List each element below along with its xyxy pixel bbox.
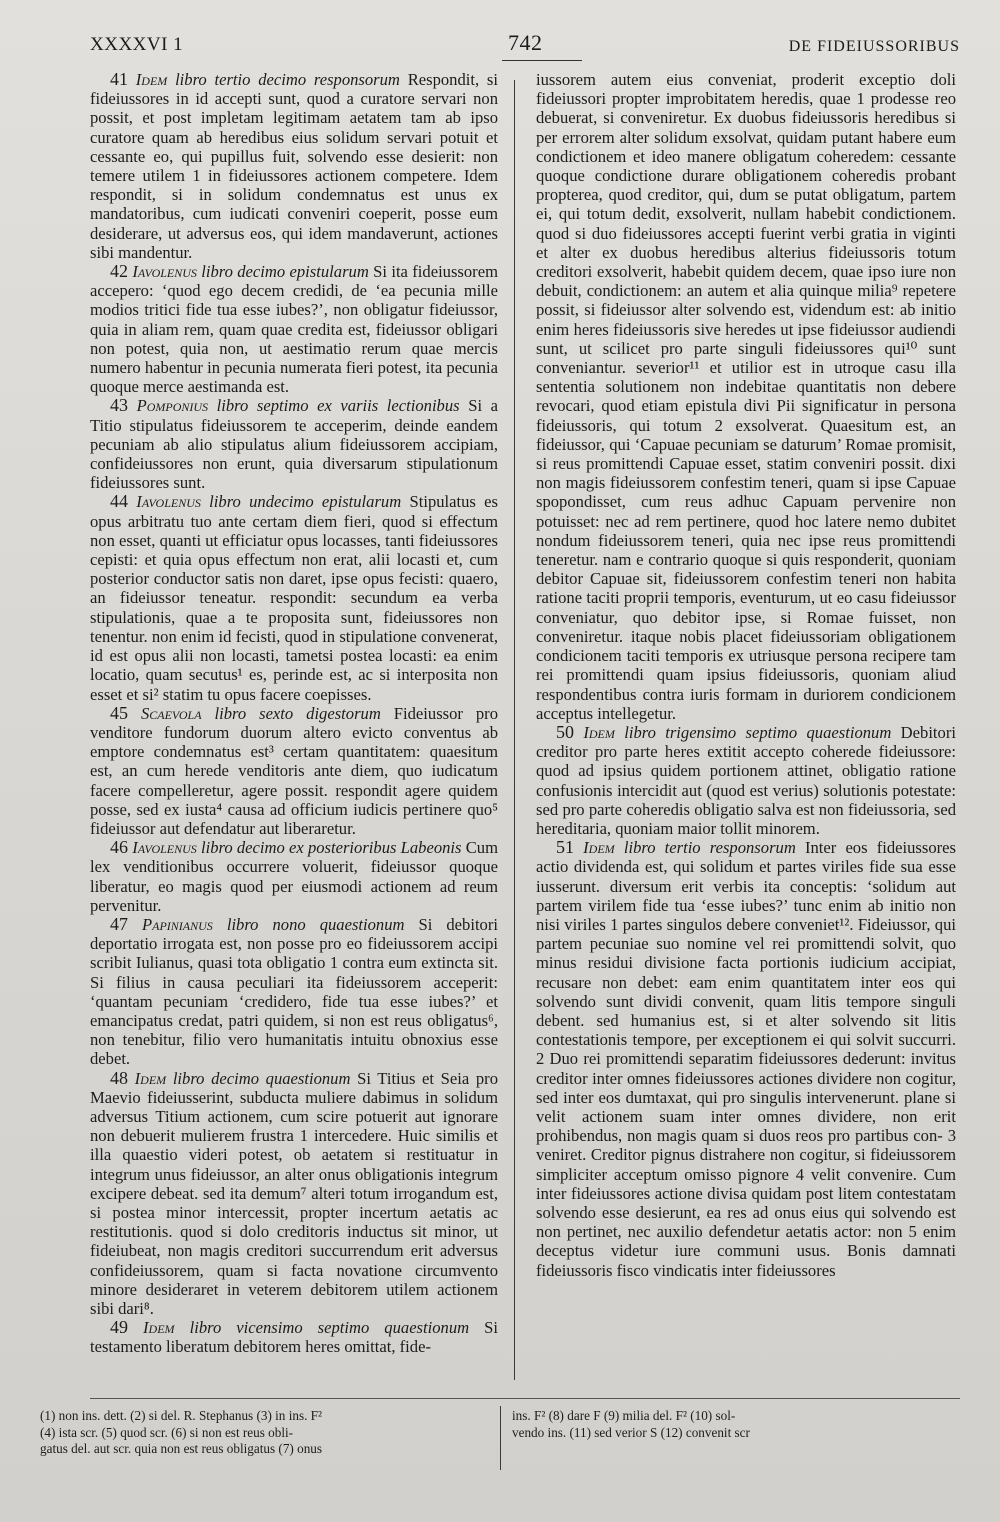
- jurist-name: Iavolenus: [132, 838, 197, 858]
- source-title: libro decimo quaestionum: [172, 1068, 351, 1088]
- paragraph-number: 41: [110, 70, 128, 89]
- paragraph-text: Si a Titio stipulatus fideiussorem te acceperim, deinde eandem pecuniam ab alio stipulatus alium fideiussorem accipiam, confideiussores non erunt, quia diversarum stipulationum fideiussores sunt.: [90, 396, 498, 493]
- law-paragraph: [536, 723, 956, 838]
- paragraph-number: 49: [110, 1317, 128, 1338]
- column-divider: [514, 80, 515, 1380]
- law-paragraph: [536, 838, 956, 1280]
- page-number-rule: [502, 60, 582, 61]
- source-title: libro sexto digestorum: [214, 703, 381, 723]
- paragraph-text: Fideiussor pro venditore fundorum duorum altero evicto conventus ab emptore condemnatus est³ certam quantitatem: quaesitum est, an cum herede venditoris ante diem, quo iudicatum facere compelleretur, agere possit. respondit agere quidem posse, sed ex iusta⁴ causa ad officium iudicis pertinere quo⁵ fideiussor aut defendatur aut liberaretur.: [90, 703, 498, 838]
- footnote-rule: [90, 1398, 960, 1399]
- right-text-column: [536, 70, 956, 1375]
- law-paragraph: [90, 1318, 498, 1356]
- law-paragraph: [90, 396, 498, 492]
- footnotes-right: [512, 1408, 932, 1441]
- paragraph-text: Si debitori deportatio irrogata est, non posse pro eo fideiussorem accipi scribit Iulianus, quasi tota obligatio 1 contra eum extincta sit. Si filius in causa peculiari ita fideiussorem acceperit: ‘quantam pecuniam ‘credidero, fide tua esse iubes?’ et emancipatus credat, patri quidem, si non est reus obligatus⁶, non tenebitur, filio vero humanitatis intuitu obnoxius esse debet.: [90, 914, 498, 1069]
- footnote-line: gatus del. aut scr. quia non est reus obligatus (7) onus: [40, 1441, 323, 1456]
- paragraph-number: 50: [556, 721, 574, 742]
- paragraph-number: 45: [110, 702, 128, 723]
- book-title-number: XXXXVI 1: [90, 34, 184, 55]
- paragraph-text: Cum lex venditionibus occurrere voluerit, fideiussor quoque liberatur, eo magis quod per eiusmodi actionem ad reum pervenitur.: [90, 838, 498, 915]
- source-title: libro tertio decimo responsorum: [175, 70, 400, 89]
- jurist-name: Idem: [583, 722, 615, 742]
- source-title: libro vicensimo septimo quaestionum: [189, 1318, 470, 1338]
- source-title: libro trigensimo septimo quaestionum: [624, 722, 892, 742]
- jurist-name: Idem: [135, 70, 168, 89]
- paragraph-text: Inter eos fideiussores actio dividenda est, qui solidum et partes viriles fide sua esse iusserunt. diversum erit verbis ita conceptis: ‘solidum aut partem virilem fide tua ‘esse iubes?’ tunc enim ab initio non nisi viriles 1 partes singulos debere conveniet¹². Fideiussor, qui partem pecuniae suo nomine vel rei promittendi solvit, quo minus residui divisione facta portionis iudicium accipiat, recusare non debet: eam enim quantitatem inter eos qui solvendo sunt dividi convenit, quam litis tempore singuli debent. sed humanius est, si et alter solvendo sit litis contestationis tempore, per exceptionem ei qui solvit succurri. 2 Duo rei promittendi separatim fideiussores dederunt: invitus creditor inter omnes fideiussores actiones dividere non cogitur, sed inter eos dumtaxat, qui pro singulis intervenerunt. plane si velit actionem suam inter omnes dividere, non erit prohibendus, non magis quam si duos reos pro partibus con- 3 veniret. Creditor pignus distrahere non cogitur, si fideiussorem simpliciter acceptum omisso pignore 4 velit convenire. Cum inter fideiussores actione divisa quidam post litem contestatam solvendo esse desierunt, ea res ad onus eius qui solvendo est non pertinet, nec auxilio defendetur aetatis actor: non 5 enim deceptus videtur iure communi usus. Bonis damnati fideiussoris fisco vindicatis inter fideiussores: [536, 838, 956, 1280]
- paragraph-number: 43: [110, 395, 128, 416]
- page-number: 742: [508, 30, 543, 55]
- paragraph-number: 51: [556, 837, 574, 858]
- section-title: DE FIDEIUSSORIBUS: [788, 38, 960, 55]
- paragraph-text: Respondit, si fideiussores in id accepti sunt, quod a curatore servari non possit, et post impletam legitimam aetatem tam ab ipso curatore quam ab heredibus eius solidum servari potuit et cessante eo, qui pupillus fuit, solvendo esse desierit: non temere utilem 1 in fideiussores actionem competere. Idem respondit, si in solidum condemnatus est unus ex mandatoribus, cum iudicati conveniri coeperit, posse eum desiderare, ut adversus eos, qui idem mandaverunt, actiones sibi mandentur.: [90, 70, 498, 262]
- paragraph-number: 42: [110, 261, 128, 282]
- jurist-name: Idem: [134, 1068, 167, 1088]
- footnotes-left: [40, 1408, 490, 1458]
- jurist-name: Idem: [583, 838, 615, 858]
- paragraph-text: Si Titius et Seia pro Maevio fideiusserint, subducta muliere dabimus in solidum adversus Titium actionem, cum scire potuerit aut ignorare non debuerit mulierem frustra 1 intercedere. Huic similis et illa quaestio videri potest, ob aetatem si restituatur in integrum unus fideiussor, an alter onus obligationis integrum excipere debeat. sed ita demum⁷ alteri totum irrogandum est, si postea minor intercessit, propter incertum aetatis ac restitutionis. quod si dolo creditoris inductus sit minor, ut fideiubeat, non magis creditori succurrendum erit adversus confideiussorem, quam si facta novatione circumvento minore desideraret in veterem debitorem utilem actionem sibi dari⁸.: [90, 1068, 498, 1318]
- paragraph-text: Debitori creditor pro parte heres extitit accepto coherede fideiussore: quod ad ipsius quidem portionem attinet, obligatio ratione confusionis intercidit aut (quod est verius) solutionis potestate: sed pro parte coheredis obligatio salva est non fideiussoria, sed hereditaria, quoniam maior tollit minorem.: [536, 722, 956, 838]
- law-paragraph: [90, 262, 498, 396]
- jurist-name: Iavolenus: [136, 492, 201, 512]
- source-title: libro decimo epistularum: [201, 262, 369, 282]
- law-paragraph: [90, 838, 498, 915]
- source-title: libro septimo ex variis lectionibus: [216, 396, 460, 416]
- footnote-divider: [500, 1406, 501, 1470]
- footnote-line: vendo ins. (11) sed verior S (12) convenit scr: [512, 1424, 750, 1440]
- paragraph-number: 47: [110, 913, 128, 934]
- jurist-name: Idem: [143, 1318, 175, 1338]
- source-title: libro tertio responsorum: [623, 838, 796, 858]
- running-header: [90, 30, 960, 60]
- law-paragraph: [536, 70, 956, 723]
- paragraph-text: iussorem autem eius conveniat, proderit exceptio doli fideiussori propter improbitatem heredis, quae 1 prodesse reo debuerat, si conveniretur. Ex duobus fideiussoris heredibus si per errorem alter solidum exsolvat, quidam putant habere eum condictionem et ideo manere obligatum coheredem: cessante quoque condictione durare obligationem coheredis probant propterea, quod creditor, qui, dum se putat obligatum, partem ei, qui totum dedit, exsolverit, nullam habebit condictionem. quod si duo fideiussores accepti fuerint verbi gratia in viginti et alter ex duobus heredibus alterius fideiussoris totum creditori exsolverit, habebit quidem decem, quae ipso iure non debuit, condictionem: an autem et alia quinque milia⁹ repetere possit, si fideiussor alter solvendo est, videndum est: ab initio enim heres fideiussoris sive heredes ut ipse fideiussor audiendi sunt, ut scilicet pro parte singuli fideiussores qui¹⁰ sunt conveniantur. severior¹¹ et utilior est in utroque casu illa sententia solutionem non indebitae quantitatis non debere revocari, quod etiam epistula divi Pii significatur in persona fideiussoris, qui totum 2 exsolverat. Quaesitum est, an fideiussor, qui ‘Capuae pecuniam se daturum’ Romae promisit, si reus promittendi Capuae esset, statim conveniri possit. dixi non magis fideiussorem confestim teneri, quam si ipse Capuae spopondisset, cum reus adhuc Capuam pervenire non potuisset: nec ad rem pertinere, quod hoc latere nemo dubitet nondum fideiussorem teneri, quia nec ipse reus promittendi teneretur. nam e contrario quoque si quis responderit, quoniam debitor Capuae sit, fideiussorem confestim teneri non habita ratione taciti proprii temporis, eventurum, ut eo casu fideiussor conveniatur, quo debitor ipse, si Romae fuisset, non conveniretur. itaque nobis placet fideiussoriam obligationem condicionem taciti temporis ex utriusque persona recipere tam rei promittendi quam ipsius fideiussoris, quoniam aliud respondentibus contra iuris formam in duriorem condicionem acceptus intellegetur.: [536, 70, 956, 723]
- footnote-line: (1) non ins. dett. (2) si del. R. Stephanus (3) in ins. F²: [40, 1408, 322, 1423]
- law-paragraph: [90, 915, 498, 1069]
- source-title: libro undecimo epistularum: [209, 492, 402, 512]
- law-paragraph: [90, 70, 498, 262]
- jurist-name: Papinianus: [142, 914, 213, 934]
- paragraph-number: 44: [110, 491, 128, 512]
- footnote-line: (4) ista scr. (5) quod scr. (6) si non est reus obli-: [40, 1424, 294, 1440]
- paragraph-text: Stipulatus es opus arbitratu tuo ante certam diem fieri, quod si effectum non esset, quanti ut efficiatur opus locasses, tanti fideiussores cepisti: et quia opus effectum non erat, alii locasti et, cum posterior conductor satis non daret, ipse opus fecisti: quaero, an fideiussor teneatur. respondit: secundum ea verba stipulationis, quae a te proposita sunt, fideiussores non tenentur. non enim id fecisti, quod in stipulatione convenerat, id est opus alii non locasti, tametsi postea locasti: ea enim locatio, quam secutus¹ es, perinde est, ac si interposita non esset et si² statim tu opus facere coepisses.: [90, 492, 498, 704]
- jurist-name: Pomponius: [136, 396, 209, 416]
- law-paragraph: [90, 492, 498, 703]
- left-text-column: [90, 70, 498, 1375]
- footnote-line: ins. F² (8) dare F (9) milia del. F² (10) sol-: [512, 1408, 736, 1423]
- paragraph-number: 48: [110, 1067, 128, 1088]
- jurist-name: Scaevola: [140, 703, 202, 723]
- source-title: libro nono quaestionum: [226, 914, 405, 934]
- paragraph-text: Si testamento liberatum debitorem heres omittat, fide-: [90, 1318, 498, 1357]
- law-paragraph: [90, 1069, 498, 1319]
- jurist-name: Iavolenus: [132, 262, 197, 282]
- paragraph-text: Si ita fideiussorem accepero: ‘quod ego decem credidi, de ‘ea pecunia mille modios tritici fide tua esse iubes?’, non obligatur fideiussor, quia in aliam rem, quam quae credita est, fideiussor obligari non potest, quia non, ut aestimatio rerum quae mercis numero habentur in pecunia numerata fieri potest, ita pecunia quoque merce aestimanda est.: [90, 262, 498, 397]
- paragraph-number: 46: [110, 837, 128, 858]
- source-title: libro decimo ex posterioribus Labeonis: [201, 838, 462, 858]
- law-paragraph: [90, 704, 498, 838]
